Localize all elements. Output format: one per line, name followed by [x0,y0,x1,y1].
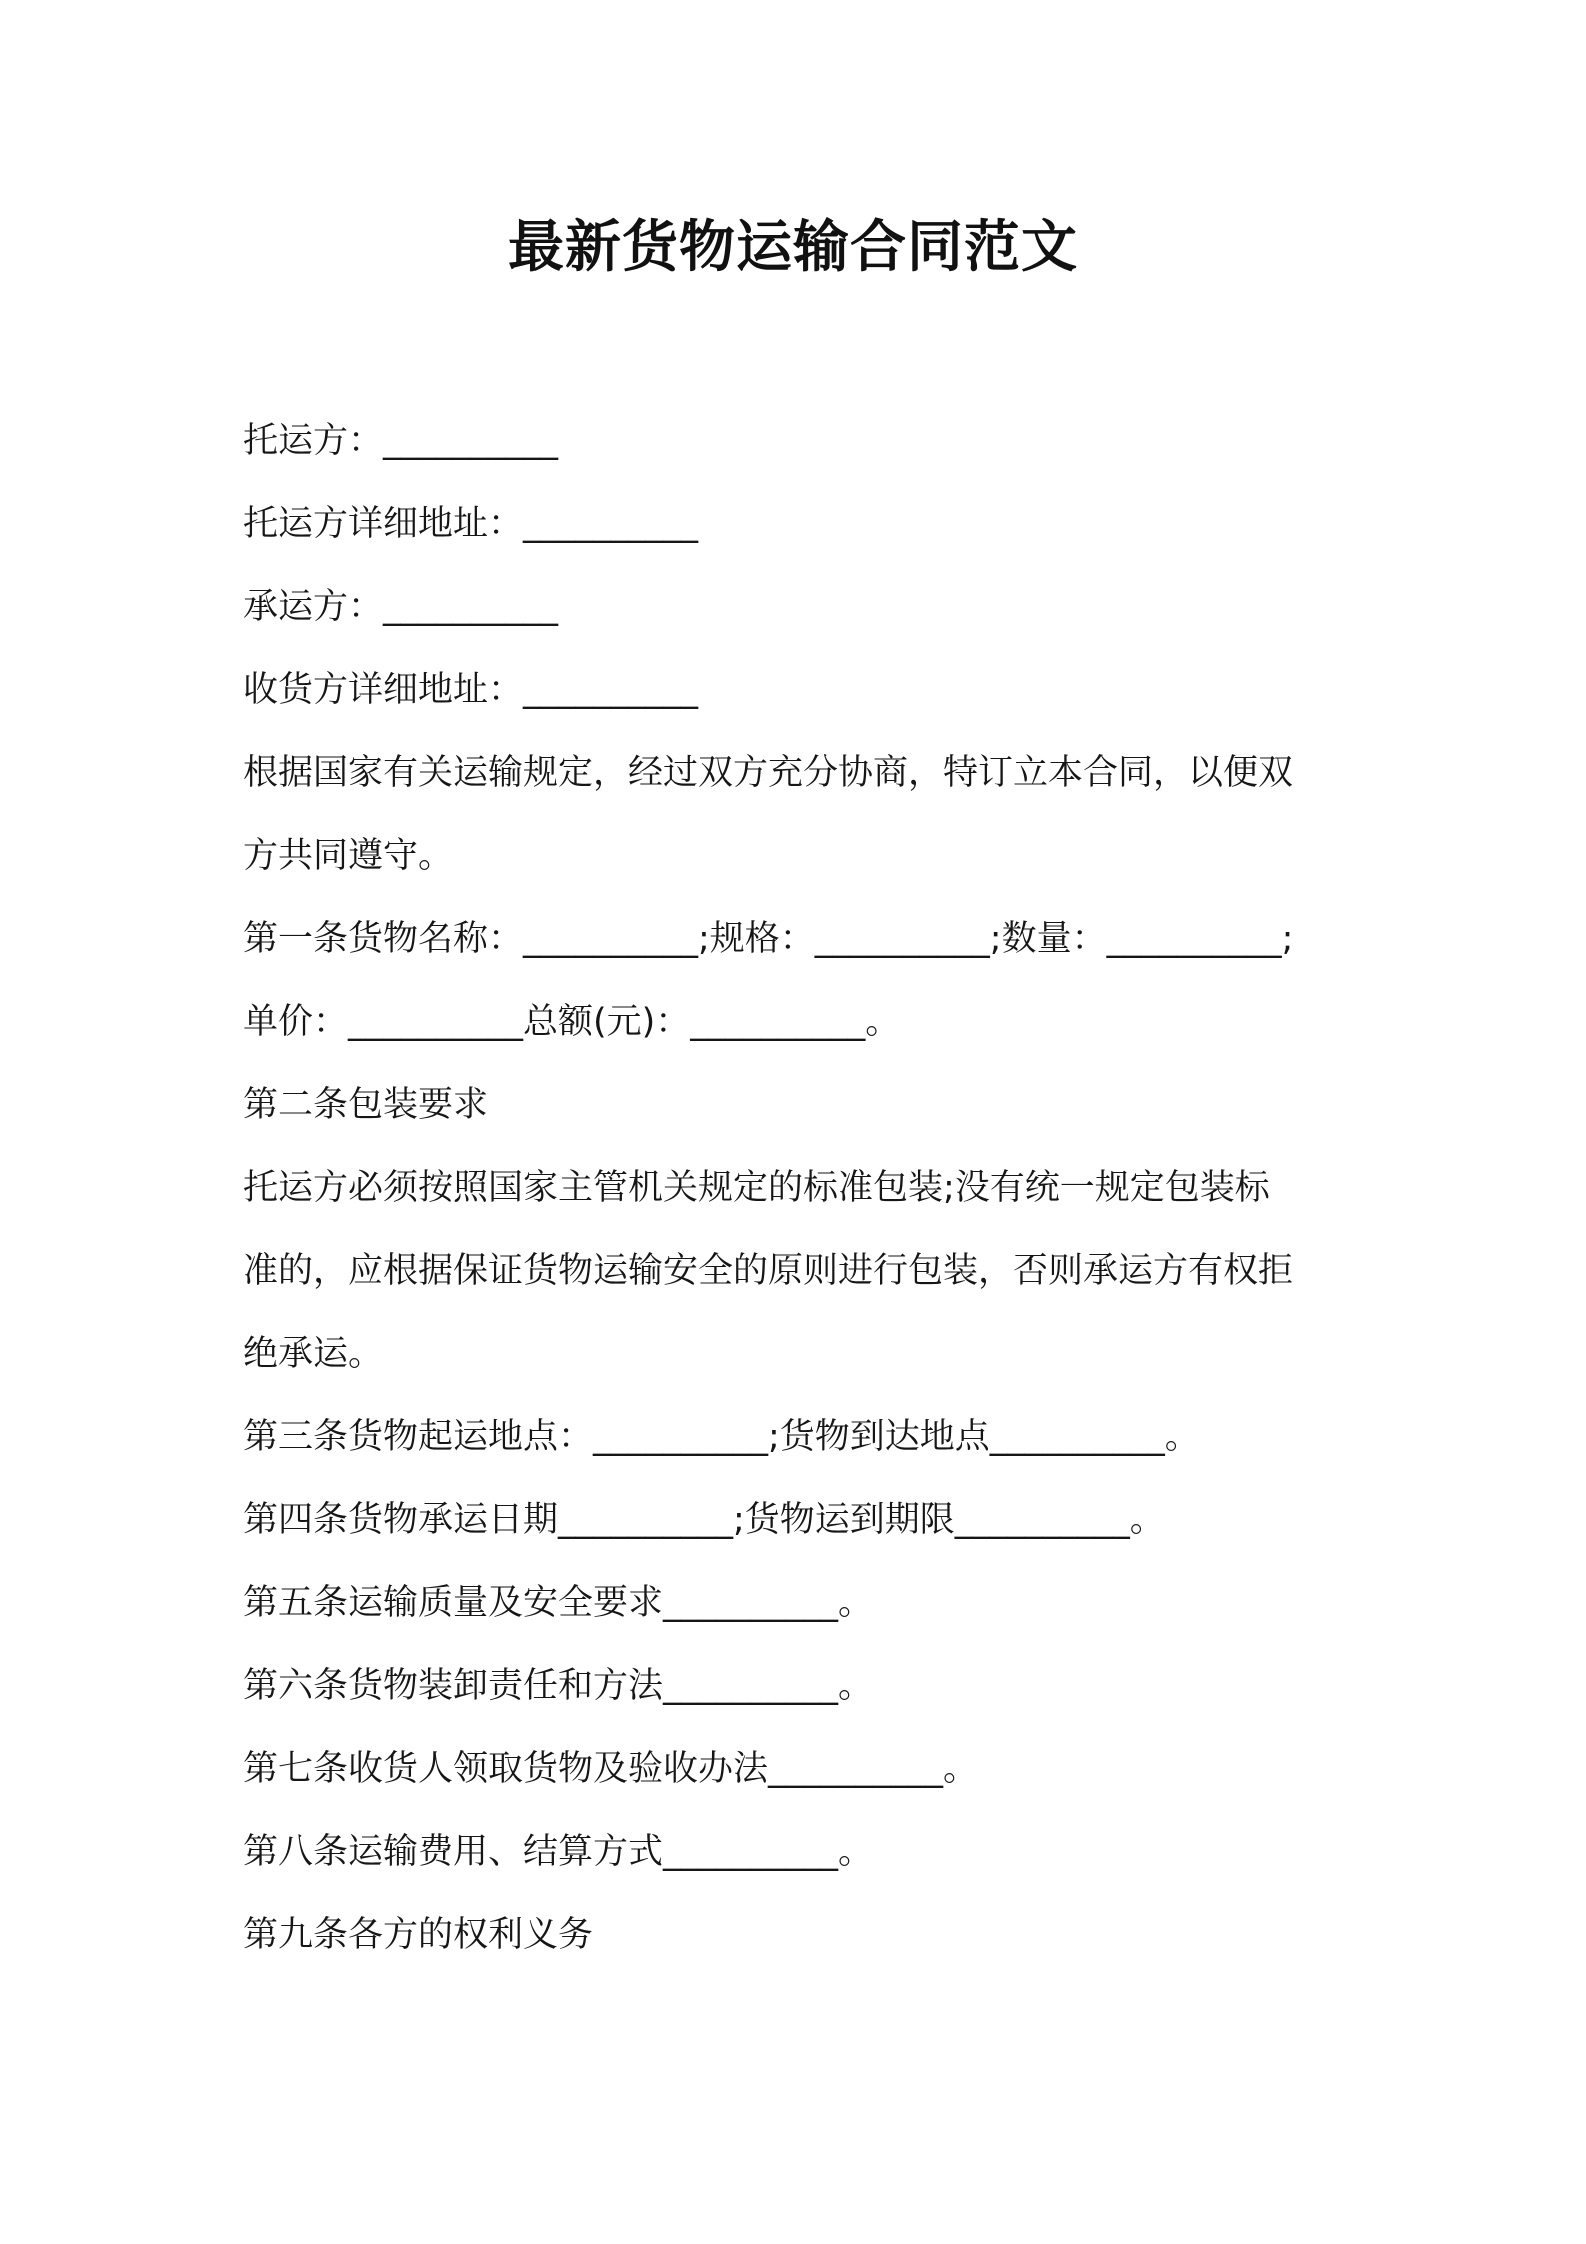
article-1-line-2: 单价：__________总额(元)：__________。 [243,1002,901,1042]
preamble-line-2: 方共同遵守。 [243,836,454,876]
article-2-text-line-2: 准的，应根据保证货物运输安全的原则进行包装，否则承运方有权拒 [243,1251,1294,1291]
article-5-line: 第五条运输质量及安全要求__________。 [243,1583,874,1623]
document-title: 最新货物运输合同范文 [508,215,1078,280]
article-8-line: 第八条运输费用、结算方式__________。 [243,1832,874,1872]
article-4-line: 第四条货物承运日期__________;货物运到期限__________。 [243,1500,1165,1540]
article-6-line: 第六条货物装卸责任和方法__________。 [243,1666,874,1706]
article-9-heading: 第九条各方的权利义务 [243,1915,594,1955]
article-2-heading: 第二条包装要求 [243,1085,489,1125]
article-1-line-1: 第一条货物名称：__________;规格：__________;数量：__________; [243,919,1294,959]
article-7-line: 第七条收货人领取货物及验收办法__________。 [243,1749,979,1789]
document-body [243,400,1353,1977]
article-2-text-line-3: 绝承运。 [243,1334,384,1374]
carrier-field-line: 承运方：__________ [243,587,559,627]
preamble-line-1: 根据国家有关运输规定，经过双方充分协商，特订立本合同，以便双 [243,753,1294,793]
consignee-address-line: 收货方详细地址：__________ [243,670,699,710]
shipper-address-line: 托运方详细地址：__________ [243,504,699,544]
article-2-text-line-1: 托运方必须按照国家主管机关规定的标准包装;没有统一规定包装标 [243,1168,1270,1208]
article-3-line: 第三条货物起运地点：__________;货物到达地点__________。 [243,1417,1200,1457]
shipper-field-line: 托运方：__________ [243,421,559,461]
